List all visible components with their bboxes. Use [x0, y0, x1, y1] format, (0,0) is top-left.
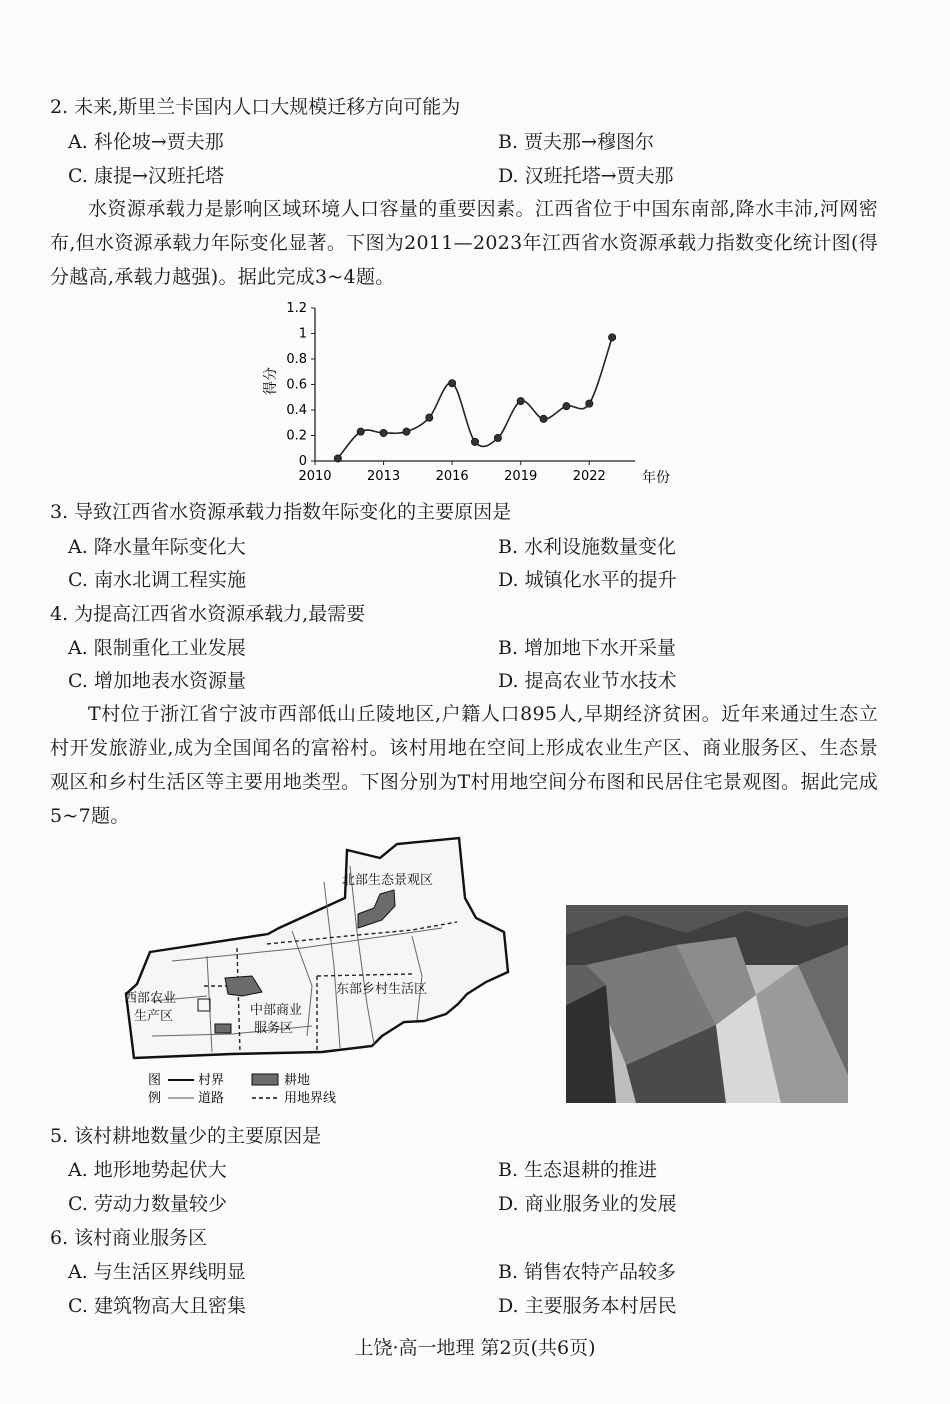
q3-option-b: B. 水利设施数量变化 — [498, 536, 677, 558]
y-tick-label: 0.6 — [286, 377, 307, 393]
q5-option-a: A. 地形地势起伏大 — [68, 1159, 227, 1181]
q6-option-d: D. 主要服务本村居民 — [498, 1295, 677, 1317]
y-tick-label: 0 — [298, 454, 307, 469]
legend-title-1: 图 — [148, 1073, 162, 1088]
label-west-1: 西部农业 — [124, 991, 177, 1006]
x-tick-label: 2016 — [435, 469, 469, 484]
q6-option-a: A. 与生活区界线明显 — [68, 1261, 246, 1283]
q4-option-a: A. 限制重化工业发展 — [68, 637, 246, 659]
data-point-2014 — [403, 428, 410, 435]
y-axis-label: 得分 — [263, 367, 279, 395]
x-tick-label: 2013 — [367, 469, 401, 484]
q6-option-c: C. 建筑物高大且密集 — [68, 1295, 246, 1317]
data-point-2015 — [426, 414, 433, 421]
data-point-2023 — [609, 334, 616, 341]
q5-option-b: B. 生态退耕的推进 — [498, 1159, 658, 1181]
x-tick-label: 2010 — [298, 469, 332, 484]
series-points — [334, 334, 615, 462]
legend-road: 道路 — [198, 1091, 225, 1106]
label-west-2: 生产区 — [134, 1009, 174, 1024]
page-footer: 上饶·高一地理 第2页(共6页) — [354, 1337, 596, 1359]
chart-ticks — [286, 301, 606, 484]
residential-landscape-photo — [566, 905, 848, 1103]
q3-option-d: D. 城镇化水平的提升 — [498, 569, 677, 591]
data-point-2013 — [380, 429, 387, 436]
data-point-2019 — [517, 397, 524, 404]
q2-option-b: B. 贾夫那→穆图尔 — [498, 131, 654, 153]
data-point-2021 — [563, 403, 570, 410]
intro-3-4: 水资源承载力是影响区域环境人口容量的重要因素。江西省位于中国东南部,降水丰沛,河网密布,但水资源承载力年际变化显著。下图为2011—2023年江西省水资源承载力指数变化统计图(得分越高,承载力越强)。据此完成3~4题。 — [50, 198, 878, 288]
q3-stem: 3. 导致江西省水资源承载力指数年际变化的主要原因是 — [50, 501, 512, 523]
x-axis-label: 年份 — [642, 470, 670, 486]
legend-title-2: 例 — [148, 1091, 162, 1106]
label-east: 东部乡村生活区 — [336, 982, 428, 997]
legend-farmland: 耕地 — [284, 1073, 311, 1088]
q4-option-d: D. 提高农业节水技术 — [498, 670, 677, 692]
legend-boundary: 村界 — [198, 1073, 225, 1088]
q2-stem: 2. 未来,斯里兰卡国内人口大规模迁移方向可能为 — [50, 96, 461, 118]
data-point-2016 — [449, 380, 456, 387]
y-tick-label: 0.2 — [286, 428, 307, 444]
data-point-2017 — [471, 438, 478, 445]
q2-option-d: D. 汉班托塔→贾夫那 — [498, 165, 674, 187]
legend-landuse: 用地界线 — [284, 1091, 337, 1106]
label-central-2: 服务区 — [254, 1021, 294, 1036]
data-point-2011 — [334, 455, 341, 462]
q2-option-a: A. 科伦坡→贾夫那 — [68, 131, 224, 153]
q4-stem: 4. 为提高江西省水资源承载力,最需要 — [50, 603, 366, 625]
q4-option-b: B. 增加地下水开采量 — [498, 637, 677, 659]
label-north: 北部生态景观区 — [342, 873, 434, 888]
village-landuse-map — [112, 836, 532, 1114]
x-tick-label: 2019 — [504, 469, 538, 484]
q6-option-b: B. 销售农特产品较多 — [498, 1261, 677, 1283]
q5-option-d: D. 商业服务业的发展 — [498, 1193, 677, 1215]
data-point-2018 — [494, 434, 501, 441]
map-legend — [148, 1072, 336, 1106]
q4-option-c: C. 增加地表水资源量 — [68, 670, 246, 692]
q6-stem: 6. 该村商业服务区 — [50, 1227, 208, 1249]
q3-option-c: C. 南水北调工程实施 — [68, 569, 246, 591]
data-point-2012 — [357, 428, 364, 435]
data-point-2022 — [586, 400, 593, 407]
y-tick-label: 0.8 — [286, 352, 307, 367]
label-central-1: 中部商业 — [250, 1003, 303, 1018]
intro-5-7: T村位于浙江省宁波市西部低山丘陵地区,户籍人口895人,早期经济贫困。近年来通过生态立村开发旅游业,成为全国闻名的富裕村。该村用地在空间上形成农业生产区、商业服务区、生态景观区和乡村生活区等主要用地类型。下图分别为T村用地空间分布图和民居住宅景观图。据此完成5~7题。 — [50, 703, 878, 827]
data-point-2020 — [540, 415, 547, 422]
q5-option-c: C. 劳动力数量较少 — [68, 1193, 227, 1215]
q2-option-c: C. 康提→汉班托塔 — [68, 165, 224, 187]
y-tick-label: 1.2 — [286, 301, 307, 316]
y-tick-label: 1 — [298, 326, 307, 342]
x-tick-label: 2022 — [572, 469, 606, 484]
q3-option-a: A. 降水量年际变化大 — [68, 536, 246, 558]
y-tick-label: 0.4 — [286, 403, 307, 418]
water-capacity-chart — [255, 296, 675, 488]
q5-stem: 5. 该村耕地数量少的主要原因是 — [50, 1125, 322, 1147]
